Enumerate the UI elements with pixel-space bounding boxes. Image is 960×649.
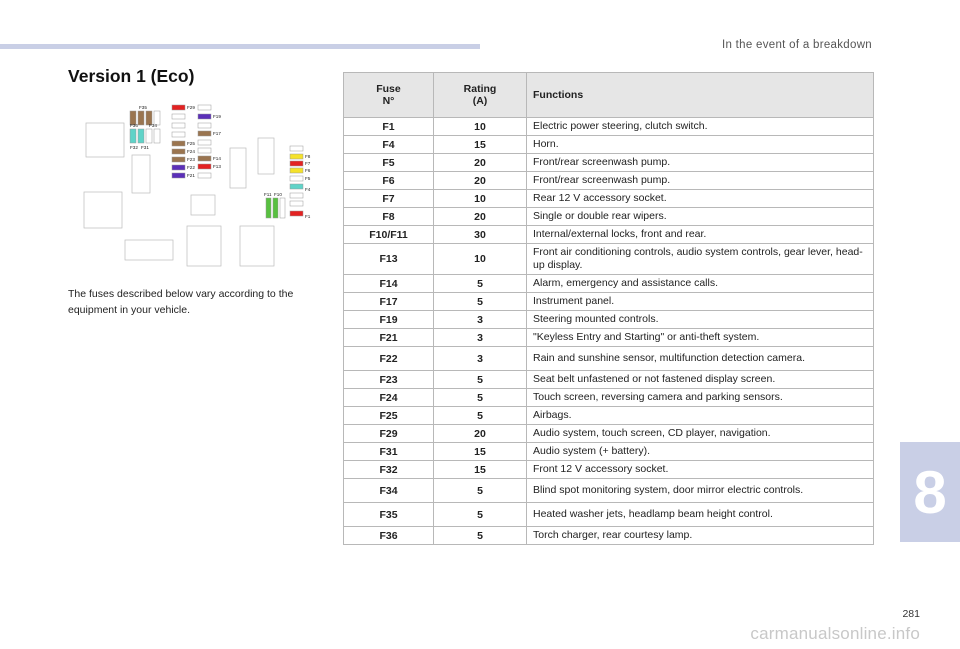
table-row <box>344 425 874 443</box>
table-row <box>344 118 874 136</box>
label-f25: F25 <box>187 141 195 146</box>
label-f35: F35 <box>139 105 147 110</box>
rating-cell: 20 <box>434 172 527 190</box>
header-accent-bar <box>0 44 480 49</box>
fuse-cell: F31 <box>344 443 434 461</box>
function-cell: Electric power steering, clutch switch. <box>527 118 874 136</box>
label-f22: F22 <box>187 165 195 170</box>
watermark: carmanualsonline.info <box>750 624 920 643</box>
fuse-cell: F8 <box>344 208 434 226</box>
rating-cell: 10 <box>434 118 527 136</box>
fuse-cell: F29 <box>344 425 434 443</box>
version-title: Version 1 (Eco) <box>68 66 195 86</box>
fuse-cell: F34 <box>344 479 434 503</box>
label-f29: F29 <box>187 105 195 110</box>
function-cell: Front air conditioning controls, audio system controls, gear lever, head-up display. <box>527 244 874 275</box>
label-f7: F7 <box>305 161 311 166</box>
fuse-cell: F24 <box>344 389 434 407</box>
label-f19: F19 <box>213 114 221 119</box>
table-row <box>344 503 874 527</box>
rating-cell: 20 <box>434 425 527 443</box>
fuse-cell: F21 <box>344 329 434 347</box>
table-row <box>344 275 874 293</box>
header-rating-sub: (A) <box>472 95 488 107</box>
table-row <box>344 226 874 244</box>
table-row <box>344 371 874 389</box>
function-cell: Instrument panel. <box>527 293 874 311</box>
fuse-f6-mark <box>290 168 303 173</box>
rating-cell: 5 <box>434 479 527 503</box>
rating-cell: 3 <box>434 347 527 371</box>
fuse-f32-mark <box>130 129 136 143</box>
table-row <box>344 347 874 371</box>
table-header-row <box>344 73 874 118</box>
rating-cell: 15 <box>434 136 527 154</box>
rating-cell: 5 <box>434 527 527 545</box>
table-row <box>344 311 874 329</box>
page-number: 281 <box>902 608 920 620</box>
fuse-f1-mark <box>290 211 303 216</box>
label-f17: F17 <box>213 131 221 136</box>
label-f32: F32 <box>130 145 138 150</box>
function-cell: Front/rear screenwash pump. <box>527 172 874 190</box>
function-cell: Torch charger, rear courtesy lamp. <box>527 527 874 545</box>
rating-cell: 5 <box>434 407 527 425</box>
function-cell: Blind spot monitoring system, door mirror electric controls. <box>527 479 874 503</box>
rating-cell: 10 <box>434 244 527 275</box>
table-row <box>344 479 874 503</box>
rating-cell: 20 <box>434 154 527 172</box>
fuse-cell: F19 <box>344 311 434 329</box>
fuse-cell: F13 <box>344 244 434 275</box>
function-cell: Internal/external locks, front and rear. <box>527 226 874 244</box>
function-cell: Seat belt unfastened or not fastened display screen. <box>527 371 874 389</box>
chapter-number: 8 <box>913 458 947 526</box>
rating-cell: 3 <box>434 311 527 329</box>
intro-text: The fuses described below vary according to the equipment in your vehicle. <box>68 288 294 316</box>
header-functions: Functions <box>527 73 874 118</box>
label-f11: F11 <box>264 192 272 197</box>
table-row <box>344 389 874 407</box>
fuse-f25-mark <box>172 141 185 146</box>
fuse-f22-mark <box>172 165 185 170</box>
fuse-cell: F10/F11 <box>344 226 434 244</box>
label-f8: F8 <box>305 154 311 159</box>
rating-cell: 10 <box>434 190 527 208</box>
function-cell: Front/rear screenwash pump. <box>527 154 874 172</box>
fuse-f8-mark <box>290 154 303 159</box>
table-row <box>344 172 874 190</box>
fuse-cell: F35 <box>344 503 434 527</box>
fuse-cell: F4 <box>344 136 434 154</box>
label-f6: F6 <box>305 168 311 173</box>
function-cell: Audio system, touch screen, CD player, navigation. <box>527 425 874 443</box>
section-title: In the event of a breakdown <box>721 39 872 51</box>
fuse-f17-mark <box>198 131 211 136</box>
rating-cell: 20 <box>434 208 527 226</box>
table-row <box>344 136 874 154</box>
fuse-cell: F14 <box>344 275 434 293</box>
function-cell: Heated washer jets, headlamp beam height control. <box>527 503 874 527</box>
fuse-f31-mark <box>138 129 144 143</box>
fuse-cell: F23 <box>344 371 434 389</box>
fuse-cell: F5 <box>344 154 434 172</box>
table-row <box>344 293 874 311</box>
label-f24: F24 <box>187 149 195 154</box>
rating-cell: 30 <box>434 226 527 244</box>
label-f31: F31 <box>141 145 149 150</box>
fuse-cell: F1 <box>344 118 434 136</box>
table-row <box>344 154 874 172</box>
table-row <box>344 208 874 226</box>
function-cell: Touch screen, reversing camera and parking sensors. <box>527 389 874 407</box>
fuse-f13-mark <box>198 164 211 169</box>
table-row <box>344 443 874 461</box>
header-fuse-label: Fuse <box>376 83 401 95</box>
function-cell: Alarm, emergency and assistance calls. <box>527 275 874 293</box>
fuse-f11-mark <box>266 198 271 218</box>
fuse-cell: F36 <box>344 527 434 545</box>
label-f10: F10 <box>274 192 282 197</box>
function-cell: Rear 12 V accessory socket. <box>527 190 874 208</box>
rating-cell: 15 <box>434 443 527 461</box>
table-row <box>344 527 874 545</box>
fuse-cell: F7 <box>344 190 434 208</box>
label-f1: F1 <box>305 214 311 219</box>
header-fuse <box>344 73 434 118</box>
fuse-f23-mark <box>172 157 185 162</box>
fuse-f10-mark <box>273 198 278 218</box>
rating-cell: 5 <box>434 371 527 389</box>
rating-cell: 3 <box>434 329 527 347</box>
fuse-cell: F17 <box>344 293 434 311</box>
function-cell: Horn. <box>527 136 874 154</box>
fuse-table <box>343 72 874 545</box>
function-cell: Airbags. <box>527 407 874 425</box>
label-f23: F23 <box>187 157 195 162</box>
function-cell: Front 12 V accessory socket. <box>527 461 874 479</box>
rating-cell: 15 <box>434 461 527 479</box>
fuse-box-diagram <box>80 98 320 273</box>
fuse-f24-mark <box>172 149 185 154</box>
label-f21: F21 <box>187 173 195 178</box>
fuse-f36-mark <box>138 111 144 125</box>
fuse-cell: F32 <box>344 461 434 479</box>
function-cell: Steering mounted controls. <box>527 311 874 329</box>
label-f13: F13 <box>213 164 221 169</box>
label-f36: F36 <box>130 123 138 128</box>
fuse-cell: F25 <box>344 407 434 425</box>
rating-cell: 5 <box>434 275 527 293</box>
rating-cell: 5 <box>434 503 527 527</box>
label-f14: F14 <box>213 156 221 161</box>
function-cell: Single or double rear wipers. <box>527 208 874 226</box>
header-rating <box>434 73 527 118</box>
header-fuse-sub: N° <box>382 95 395 107</box>
fuse-f29-mark <box>172 105 185 110</box>
table-row <box>344 329 874 347</box>
table-row <box>344 190 874 208</box>
fuse-f21-mark <box>172 173 185 178</box>
fuse-cell: F22 <box>344 347 434 371</box>
function-cell: Rain and sunshine sensor, multifunction detection camera. <box>527 347 874 371</box>
label-f5: F5 <box>305 176 311 181</box>
fuse-f14-mark <box>198 156 211 161</box>
function-cell: Audio system (+ battery). <box>527 443 874 461</box>
fuse-f7-mark <box>290 161 303 166</box>
header-rating-label: Rating <box>463 83 497 95</box>
label-f34: F34 <box>149 123 157 128</box>
table-row <box>344 461 874 479</box>
table-row <box>344 407 874 425</box>
function-cell: "Keyless Entry and Starting" or anti-theft system. <box>527 329 874 347</box>
fuse-f4-mark <box>290 184 303 189</box>
fuse-cell: F6 <box>344 172 434 190</box>
label-f4: F4 <box>305 187 311 192</box>
rating-cell: 5 <box>434 293 527 311</box>
table-row <box>344 244 874 275</box>
rating-cell: 5 <box>434 389 527 407</box>
chapter-tab <box>900 442 960 542</box>
fuse-f19-mark <box>198 114 211 119</box>
